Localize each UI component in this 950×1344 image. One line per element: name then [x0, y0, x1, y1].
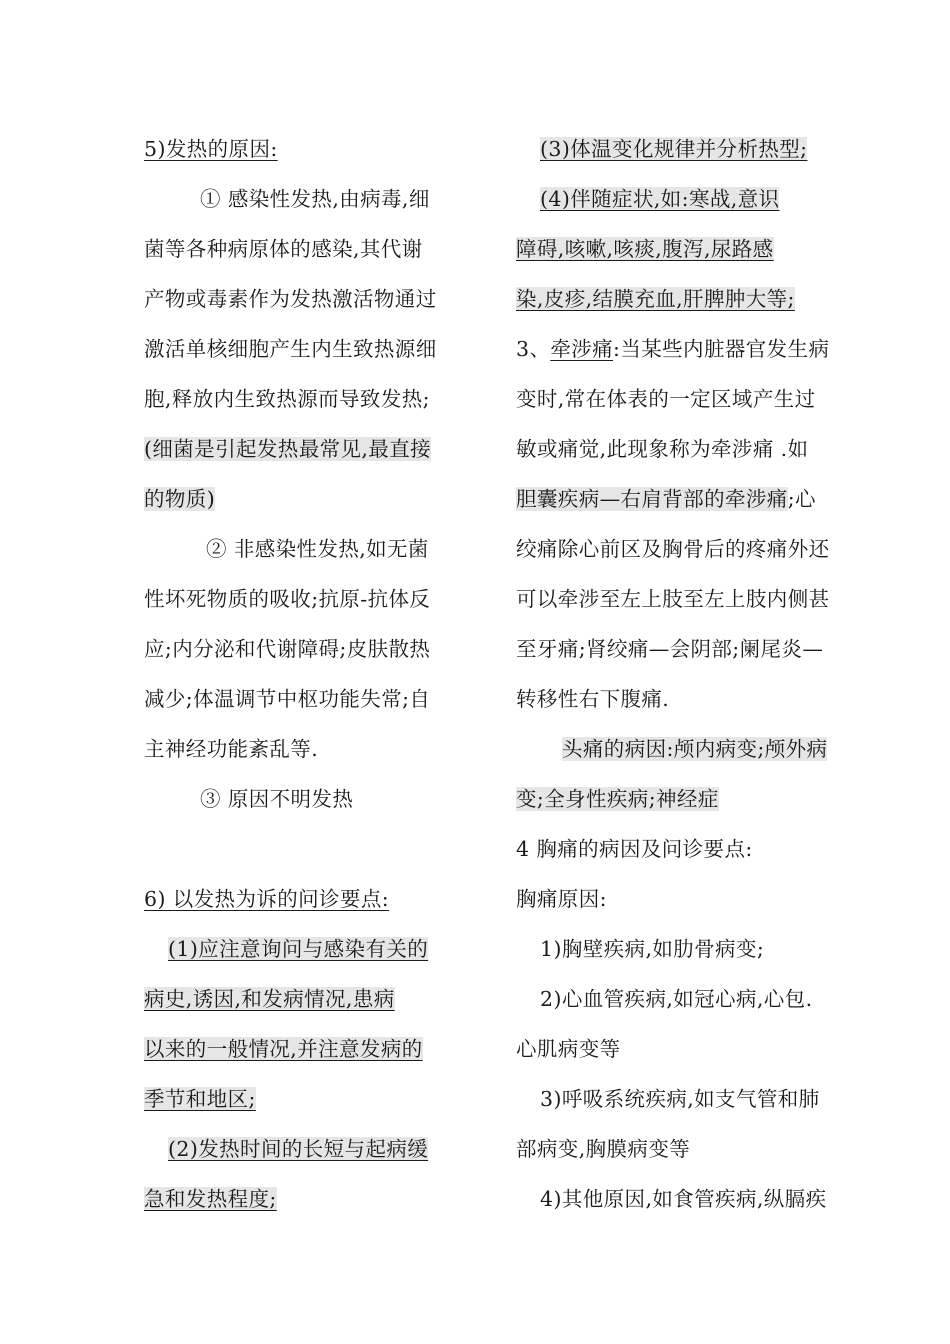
list-item: 2)心血管疾病,如冠心病,心包.	[540, 987, 813, 1011]
right-column	[516, 124, 864, 1224]
highlighted-text: 障碍,咳嗽,咳痰,腹泻,尿路感	[516, 237, 774, 261]
left-column	[144, 124, 462, 1224]
section-4-heading: 4 胸痛的病因及问诊要点:	[516, 837, 753, 861]
highlighted-text: 的物质)	[144, 487, 216, 511]
text-line	[516, 174, 864, 224]
text-fragment: ;心	[787, 487, 816, 511]
highlighted-text: (细菌是引起发热最常见,最直接	[144, 437, 432, 461]
text-line: 菌等各种病原体的感染,其代谢	[144, 237, 423, 261]
text-line: 性坏死物质的吸收;抗原-抗体反	[144, 587, 431, 611]
highlighted-text: 以来的一般情况,并注意发病的	[144, 1037, 423, 1061]
term-referred-pain: 牵涉痛	[550, 337, 614, 361]
text-line	[144, 424, 462, 474]
highlighted-text: 季节和地区;	[144, 1087, 256, 1111]
text-line	[144, 924, 462, 974]
text-line: 绞痛除心前区及胸骨后的疼痛外还	[516, 537, 830, 561]
text-line: 减少;体温调节中枢功能失常;自	[144, 687, 431, 711]
text-line: 产物或毒素作为发热激活物通过	[144, 287, 437, 311]
text-line: 变时,常在体表的一定区域产生过	[516, 387, 816, 411]
text-line: 可以牵涉至左上肢至左上肢内侧甚	[516, 587, 830, 611]
text-line	[144, 1024, 462, 1074]
text-line: 敏或痛觉,此现象称为牵涉痛 .如	[516, 437, 809, 461]
highlighted-text: 胆囊疾病—右肩背部的牵涉痛	[516, 487, 788, 511]
highlighted-text: (3)体温变化规律并分析热型;	[540, 137, 808, 161]
text-line: 心肌病变等	[516, 1037, 621, 1061]
text-line	[516, 124, 864, 174]
highlighted-text: 病史,诱因,和发病情况,患病	[144, 987, 395, 1011]
highlighted-text: 染,皮疹,结膜充血,肝脾肿大等;	[516, 287, 795, 311]
text-line	[516, 274, 864, 324]
highlighted-text: (2)发热时间的长短与起病缓	[168, 1137, 429, 1161]
section-6-heading	[144, 874, 462, 924]
text-line	[144, 1124, 462, 1174]
text-line	[516, 774, 864, 824]
text-line: ① 感染性发热,由病毒,细	[200, 187, 430, 211]
text-fragment: :当某些内脏器官发生病	[613, 337, 830, 361]
section-6-title: 6) 以发热为诉的问诊要点:	[144, 887, 390, 911]
text-line	[144, 974, 462, 1024]
text-line: 胞,释放内生致热源而导致发热;	[144, 387, 430, 411]
list-item: 4)其他原因,如食管疾病,纵膈疾	[540, 1187, 827, 1211]
section-number: 3、	[516, 337, 551, 361]
blank-line	[144, 824, 462, 874]
highlighted-text: (4)伴随症状,如:寒战,意识	[540, 187, 780, 211]
text-line: 转移性右下腹痛.	[516, 687, 670, 711]
list-item: 3)呼吸系统疾病,如支气管和肺	[540, 1087, 820, 1111]
text-line: 部病变,胸膜病变等	[516, 1137, 691, 1161]
text-line: 应;内分泌和代谢障碍;皮肤散热	[144, 637, 431, 661]
text-line: 胸痛原因:	[516, 887, 607, 911]
highlighted-text: 变;全身性疾病;神经症	[516, 787, 719, 811]
text-line	[144, 1174, 462, 1224]
highlighted-text: (1)应注意询问与感染有关的	[168, 937, 429, 961]
text-line	[516, 474, 864, 524]
text-line: 至牙痛;肾绞痛—会阴部;阑尾炎—	[516, 637, 824, 661]
highlighted-text: 头痛的病因:颅内病变;颅外病	[562, 737, 828, 761]
section-3-heading	[516, 324, 864, 374]
text-line: ② 非感染性发热,如无菌	[206, 537, 429, 561]
text-line	[144, 474, 462, 524]
text-line: 主神经功能紊乱等.	[144, 737, 319, 761]
highlighted-text: 急和发热程度;	[144, 1187, 277, 1211]
section-5-heading	[144, 124, 462, 174]
text-line	[144, 1074, 462, 1124]
list-item: 1)胸壁疾病,如肋骨病变;	[540, 937, 765, 961]
text-line	[516, 224, 864, 274]
section-5-title: 5)发热的原因:	[144, 137, 278, 161]
text-line: 激活单核细胞产生内生致热源细	[144, 337, 437, 361]
text-line: ③ 原因不明发热	[200, 787, 354, 811]
text-line	[516, 724, 864, 774]
